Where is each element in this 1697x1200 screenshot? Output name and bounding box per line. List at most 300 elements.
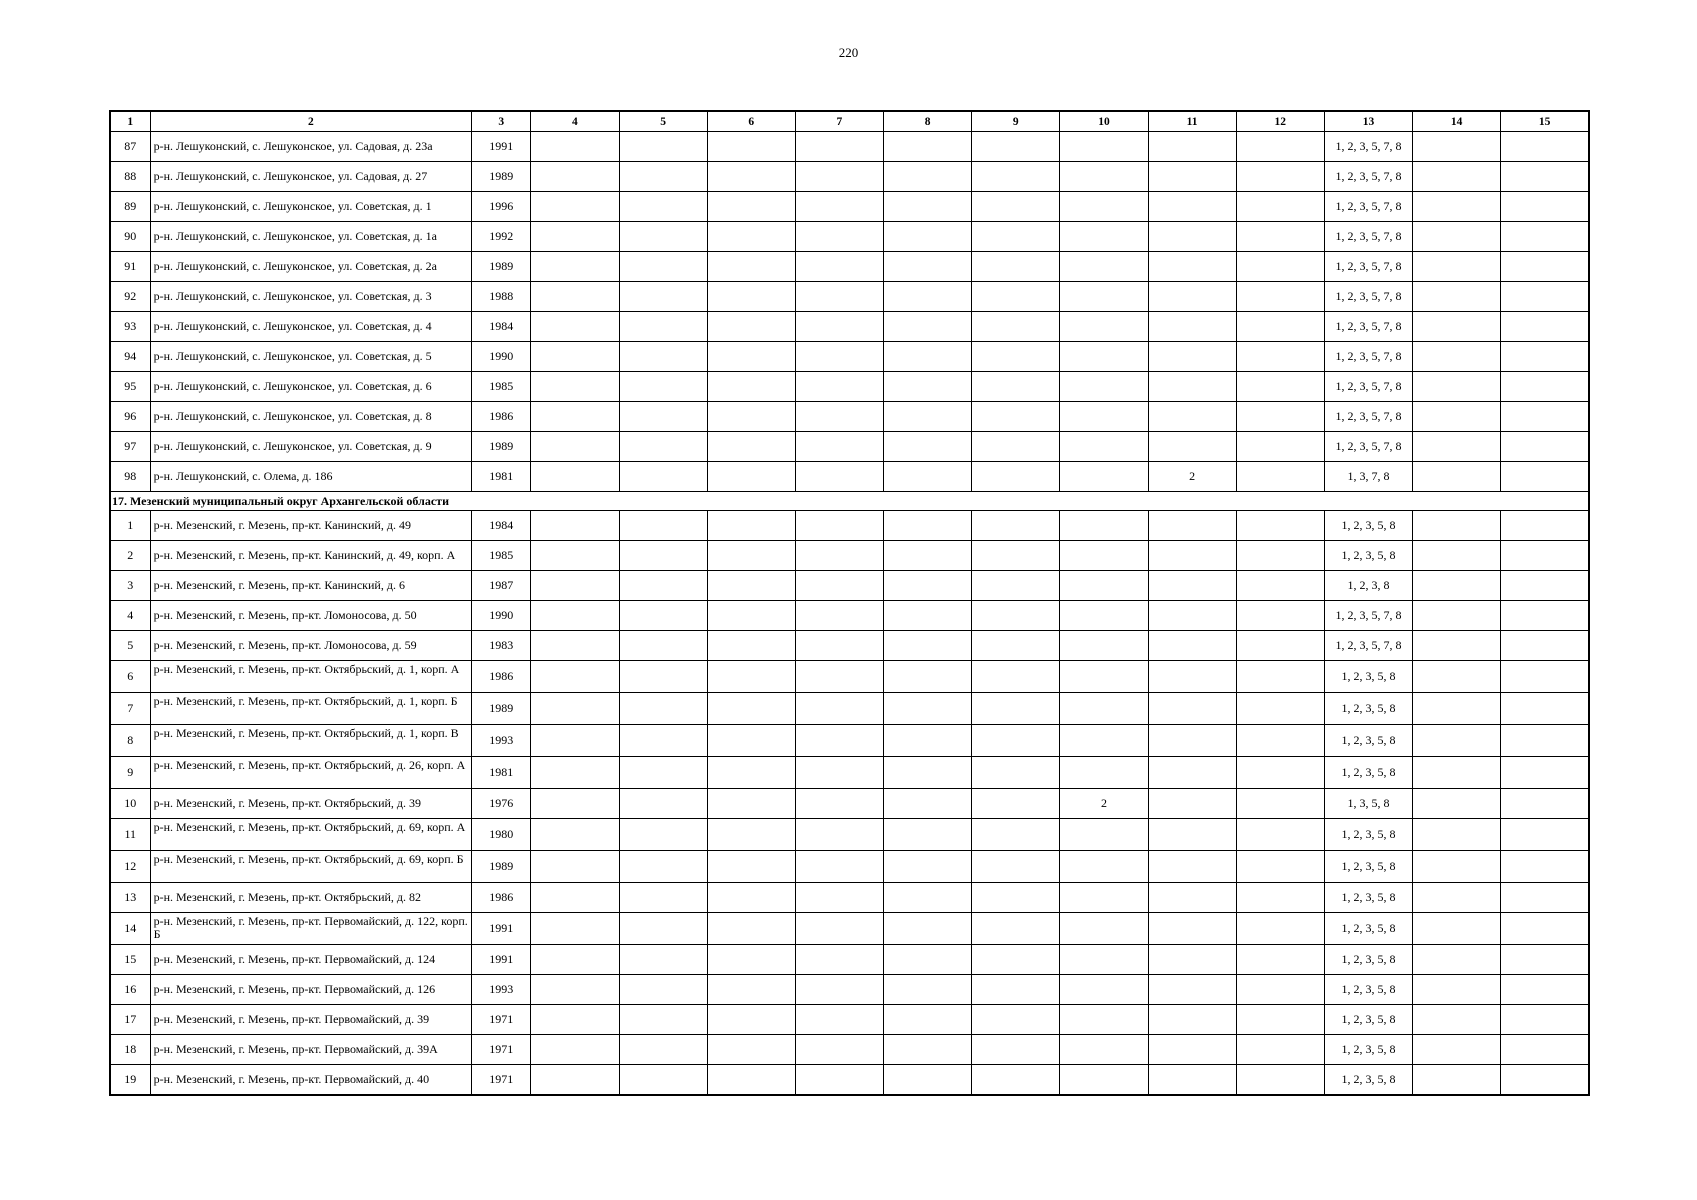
col-7-cell — [795, 372, 883, 402]
table-body-part2 — [110, 511, 1589, 1096]
col-13-cell: 1, 2, 3, 5, 8 — [1324, 975, 1412, 1005]
col-4-cell — [531, 342, 619, 372]
col-13-cell: 1, 2, 3, 5, 8 — [1324, 1065, 1412, 1096]
col-15-cell — [1501, 282, 1589, 312]
col-14-cell — [1413, 541, 1501, 571]
col-6-cell — [707, 913, 795, 945]
year-cell: 1984 — [472, 511, 531, 541]
col-12-cell — [1236, 725, 1324, 757]
col-11-cell — [1148, 132, 1236, 162]
table-row — [110, 601, 1589, 631]
address-cell: р-н. Мезенский, г. Мезень, пр-кт. Октябрьский, д. 82 — [150, 883, 472, 913]
column-header: 2 — [150, 111, 472, 132]
col-4-cell — [531, 725, 619, 757]
col-13-cell: 1, 2, 3, 5, 7, 8 — [1324, 192, 1412, 222]
col-8-cell — [884, 693, 972, 725]
table-row — [110, 541, 1589, 571]
col-15-cell — [1501, 402, 1589, 432]
year-cell: 1980 — [472, 819, 531, 851]
col-4-cell — [531, 511, 619, 541]
col-5-cell — [619, 541, 707, 571]
col-9-cell — [972, 282, 1060, 312]
col-5-cell — [619, 511, 707, 541]
col-15-cell — [1501, 192, 1589, 222]
col-4-cell — [531, 132, 619, 162]
col-7-cell — [795, 851, 883, 883]
table-row — [110, 631, 1589, 661]
col-9-cell — [972, 222, 1060, 252]
col-4-cell — [531, 789, 619, 819]
year-cell: 1991 — [472, 945, 531, 975]
col-12-cell — [1236, 312, 1324, 342]
col-11-cell — [1148, 1065, 1236, 1096]
col-15-cell — [1501, 851, 1589, 883]
col-13-cell: 1, 2, 3, 5, 8 — [1324, 913, 1412, 945]
col-15-cell — [1501, 342, 1589, 372]
address-cell: р-н. Лешуконский, с. Лешуконское, ул. Советская, д. 1 — [150, 192, 472, 222]
col-14-cell — [1413, 913, 1501, 945]
col-14-cell — [1413, 661, 1501, 693]
col-5-cell — [619, 757, 707, 789]
col-13-cell: 1, 2, 3, 5, 8 — [1324, 693, 1412, 725]
col-9-cell — [972, 601, 1060, 631]
col-6-cell — [707, 222, 795, 252]
table-row — [110, 132, 1589, 162]
address-cell: р-н. Мезенский, г. Мезень, пр-кт. Октябрьский, д. 26, корп. А — [150, 757, 472, 789]
col-10-cell: 2 — [1060, 789, 1148, 819]
col-12-cell — [1236, 192, 1324, 222]
col-11-cell — [1148, 1005, 1236, 1035]
col-5-cell — [619, 661, 707, 693]
col-10-cell — [1060, 661, 1148, 693]
col-13-cell: 1, 2, 3, 5, 8 — [1324, 757, 1412, 789]
col-11-cell — [1148, 372, 1236, 402]
year-cell: 1991 — [472, 132, 531, 162]
col-12-cell — [1236, 222, 1324, 252]
col-14-cell — [1413, 372, 1501, 402]
col-9-cell — [972, 913, 1060, 945]
col-8-cell — [884, 725, 972, 757]
col-13-cell: 1, 2, 3, 5, 8 — [1324, 1005, 1412, 1035]
col-10-cell — [1060, 1005, 1148, 1035]
col-4-cell — [531, 883, 619, 913]
row-number-cell: 16 — [110, 975, 150, 1005]
col-8-cell — [884, 851, 972, 883]
address-cell: р-н. Лешуконский, с. Лешуконское, ул. Советская, д. 3 — [150, 282, 472, 312]
col-12-cell — [1236, 975, 1324, 1005]
col-7-cell — [795, 725, 883, 757]
col-15-cell — [1501, 913, 1589, 945]
col-6-cell — [707, 1065, 795, 1096]
col-4-cell — [531, 432, 619, 462]
col-15-cell — [1501, 252, 1589, 282]
col-11-cell — [1148, 571, 1236, 601]
address-cell: р-н. Лешуконский, с. Олема, д. 186 — [150, 462, 472, 492]
col-10-cell — [1060, 372, 1148, 402]
year-cell: 1984 — [472, 312, 531, 342]
address-cell: р-н. Лешуконский, с. Лешуконское, ул. Советская, д. 4 — [150, 312, 472, 342]
col-10-cell — [1060, 601, 1148, 631]
col-8-cell — [884, 252, 972, 282]
col-12-cell — [1236, 402, 1324, 432]
col-15-cell — [1501, 601, 1589, 631]
year-cell: 1976 — [472, 789, 531, 819]
col-9-cell — [972, 402, 1060, 432]
col-15-cell — [1501, 312, 1589, 342]
col-12-cell — [1236, 432, 1324, 462]
row-number-cell: 2 — [110, 541, 150, 571]
col-14-cell — [1413, 511, 1501, 541]
col-4-cell — [531, 1005, 619, 1035]
col-7-cell — [795, 432, 883, 462]
row-number-cell: 4 — [110, 601, 150, 631]
col-6-cell — [707, 372, 795, 402]
col-12-cell — [1236, 661, 1324, 693]
col-9-cell — [972, 312, 1060, 342]
row-number-cell: 8 — [110, 725, 150, 757]
col-13-cell: 1, 3, 5, 8 — [1324, 789, 1412, 819]
column-header: 10 — [1060, 111, 1148, 132]
year-cell: 1987 — [472, 571, 531, 601]
col-10-cell — [1060, 757, 1148, 789]
table-row — [110, 851, 1589, 883]
col-11-cell — [1148, 945, 1236, 975]
col-13-cell: 1, 2, 3, 5, 7, 8 — [1324, 252, 1412, 282]
col-15-cell — [1501, 132, 1589, 162]
col-5-cell — [619, 601, 707, 631]
row-number-cell: 98 — [110, 462, 150, 492]
table-row — [110, 162, 1589, 192]
col-12-cell — [1236, 913, 1324, 945]
col-4-cell — [531, 282, 619, 312]
table-row — [110, 975, 1589, 1005]
col-15-cell — [1501, 541, 1589, 571]
col-6-cell — [707, 192, 795, 222]
col-5-cell — [619, 571, 707, 601]
col-7-cell — [795, 462, 883, 492]
section-title: 17. Мезенский муниципальный округ Архангельской области — [110, 492, 1589, 511]
col-10-cell — [1060, 192, 1148, 222]
col-7-cell — [795, 883, 883, 913]
table-row — [110, 511, 1589, 541]
col-13-cell: 1, 2, 3, 5, 8 — [1324, 541, 1412, 571]
col-14-cell — [1413, 571, 1501, 601]
col-5-cell — [619, 372, 707, 402]
column-header: 13 — [1324, 111, 1412, 132]
col-8-cell — [884, 883, 972, 913]
column-header: 7 — [795, 111, 883, 132]
year-cell: 1986 — [472, 661, 531, 693]
col-7-cell — [795, 342, 883, 372]
col-9-cell — [972, 192, 1060, 222]
col-7-cell — [795, 1065, 883, 1096]
col-12-cell — [1236, 757, 1324, 789]
col-8-cell — [884, 511, 972, 541]
row-number-cell: 13 — [110, 883, 150, 913]
table-row — [110, 462, 1589, 492]
col-14-cell — [1413, 631, 1501, 661]
col-13-cell: 1, 2, 3, 5, 7, 8 — [1324, 162, 1412, 192]
col-10-cell — [1060, 541, 1148, 571]
table-row — [110, 789, 1589, 819]
col-12-cell — [1236, 851, 1324, 883]
col-14-cell — [1413, 757, 1501, 789]
col-13-cell: 1, 2, 3, 5, 8 — [1324, 945, 1412, 975]
year-cell: 1989 — [472, 851, 531, 883]
col-15-cell — [1501, 789, 1589, 819]
col-9-cell — [972, 372, 1060, 402]
col-6-cell — [707, 252, 795, 282]
col-7-cell — [795, 661, 883, 693]
col-13-cell: 1, 2, 3, 5, 8 — [1324, 1035, 1412, 1065]
table-row — [110, 661, 1589, 693]
col-4-cell — [531, 819, 619, 851]
col-15-cell — [1501, 372, 1589, 402]
col-5-cell — [619, 819, 707, 851]
address-cell: р-н. Мезенский, г. Мезень, пр-кт. Ломоносова, д. 59 — [150, 631, 472, 661]
header-row — [110, 111, 1589, 132]
col-10-cell — [1060, 132, 1148, 162]
col-14-cell — [1413, 789, 1501, 819]
table-row — [110, 192, 1589, 222]
year-cell: 1971 — [472, 1065, 531, 1096]
year-cell: 1986 — [472, 883, 531, 913]
col-6-cell — [707, 432, 795, 462]
section-header — [110, 492, 1589, 511]
row-number-cell: 15 — [110, 945, 150, 975]
row-number-cell: 89 — [110, 192, 150, 222]
col-12-cell — [1236, 1005, 1324, 1035]
col-11-cell — [1148, 222, 1236, 252]
year-cell: 1996 — [472, 192, 531, 222]
col-4-cell — [531, 571, 619, 601]
col-9-cell — [972, 132, 1060, 162]
table-row — [110, 945, 1589, 975]
col-6-cell — [707, 975, 795, 1005]
table-row — [110, 372, 1589, 402]
address-cell: р-н. Мезенский, г. Мезень, пр-кт. Канинский, д. 49 — [150, 511, 472, 541]
col-7-cell — [795, 789, 883, 819]
col-4-cell — [531, 372, 619, 402]
address-cell: р-н. Лешуконский, с. Лешуконское, ул. Садовая, д. 27 — [150, 162, 472, 192]
address-cell: р-н. Мезенский, г. Мезень, пр-кт. Ломоносова, д. 50 — [150, 601, 472, 631]
col-8-cell — [884, 789, 972, 819]
col-8-cell — [884, 601, 972, 631]
col-6-cell — [707, 789, 795, 819]
col-10-cell — [1060, 1035, 1148, 1065]
col-11-cell — [1148, 342, 1236, 372]
col-8-cell — [884, 222, 972, 252]
col-14-cell — [1413, 432, 1501, 462]
table-row — [110, 571, 1589, 601]
col-15-cell — [1501, 571, 1589, 601]
col-4-cell — [531, 312, 619, 342]
col-5-cell — [619, 693, 707, 725]
column-header: 3 — [472, 111, 531, 132]
col-14-cell — [1413, 1005, 1501, 1035]
col-12-cell — [1236, 789, 1324, 819]
col-5-cell — [619, 312, 707, 342]
col-11-cell — [1148, 725, 1236, 757]
col-6-cell — [707, 883, 795, 913]
col-4-cell — [531, 945, 619, 975]
col-5-cell — [619, 462, 707, 492]
col-8-cell — [884, 913, 972, 945]
col-8-cell — [884, 819, 972, 851]
row-number-cell: 88 — [110, 162, 150, 192]
col-8-cell — [884, 372, 972, 402]
col-15-cell — [1501, 725, 1589, 757]
table-row — [110, 1065, 1589, 1096]
col-12-cell — [1236, 819, 1324, 851]
col-8-cell — [884, 162, 972, 192]
table-row — [110, 282, 1589, 312]
col-10-cell — [1060, 725, 1148, 757]
col-15-cell — [1501, 162, 1589, 192]
year-cell: 1985 — [472, 372, 531, 402]
col-4-cell — [531, 462, 619, 492]
year-cell: 1989 — [472, 693, 531, 725]
col-8-cell — [884, 975, 972, 1005]
col-15-cell — [1501, 631, 1589, 661]
col-12-cell — [1236, 342, 1324, 372]
col-8-cell — [884, 1065, 972, 1096]
year-cell: 1985 — [472, 541, 531, 571]
col-15-cell — [1501, 1005, 1589, 1035]
address-cell: р-н. Мезенский, г. Мезень, пр-кт. Октябрьский, д. 69, корп. А — [150, 819, 472, 851]
col-12-cell — [1236, 1035, 1324, 1065]
col-14-cell — [1413, 132, 1501, 162]
col-15-cell — [1501, 222, 1589, 252]
col-9-cell — [972, 1005, 1060, 1035]
col-6-cell — [707, 725, 795, 757]
col-4-cell — [531, 661, 619, 693]
col-11-cell — [1148, 432, 1236, 462]
col-14-cell — [1413, 883, 1501, 913]
column-header: 11 — [1148, 111, 1236, 132]
col-4-cell — [531, 757, 619, 789]
col-9-cell — [972, 975, 1060, 1005]
col-9-cell — [972, 725, 1060, 757]
col-12-cell — [1236, 1065, 1324, 1096]
col-8-cell — [884, 1005, 972, 1035]
col-10-cell — [1060, 312, 1148, 342]
row-number-cell: 3 — [110, 571, 150, 601]
row-number-cell: 97 — [110, 432, 150, 462]
col-13-cell: 1, 2, 3, 5, 8 — [1324, 851, 1412, 883]
col-13-cell: 1, 2, 3, 5, 7, 8 — [1324, 631, 1412, 661]
row-number-cell: 10 — [110, 789, 150, 819]
col-4-cell — [531, 851, 619, 883]
col-13-cell: 1, 2, 3, 5, 7, 8 — [1324, 342, 1412, 372]
col-11-cell — [1148, 252, 1236, 282]
year-cell: 1986 — [472, 402, 531, 432]
column-header: 8 — [884, 111, 972, 132]
col-15-cell — [1501, 462, 1589, 492]
col-14-cell — [1413, 851, 1501, 883]
col-10-cell — [1060, 432, 1148, 462]
col-4-cell — [531, 1035, 619, 1065]
col-11-cell — [1148, 631, 1236, 661]
table-body-part1 — [110, 132, 1589, 492]
year-cell: 1992 — [472, 222, 531, 252]
col-9-cell — [972, 342, 1060, 372]
col-9-cell — [972, 462, 1060, 492]
col-11-cell — [1148, 1035, 1236, 1065]
col-10-cell — [1060, 222, 1148, 252]
col-14-cell — [1413, 1065, 1501, 1096]
col-12-cell — [1236, 883, 1324, 913]
col-9-cell — [972, 757, 1060, 789]
col-12-cell — [1236, 162, 1324, 192]
col-8-cell — [884, 462, 972, 492]
col-13-cell: 1, 2, 3, 5, 7, 8 — [1324, 282, 1412, 312]
col-8-cell — [884, 192, 972, 222]
col-10-cell — [1060, 945, 1148, 975]
address-cell: р-н. Лешуконский, с. Лешуконское, ул. Советская, д. 9 — [150, 432, 472, 462]
address-cell: р-н. Лешуконский, с. Лешуконское, ул. Советская, д. 1а — [150, 222, 472, 252]
col-5-cell — [619, 162, 707, 192]
col-9-cell — [972, 661, 1060, 693]
row-number-cell: 9 — [110, 757, 150, 789]
address-cell: р-н. Мезенский, г. Мезень, пр-кт. Первомайский, д. 124 — [150, 945, 472, 975]
col-14-cell — [1413, 342, 1501, 372]
col-9-cell — [972, 162, 1060, 192]
col-11-cell — [1148, 511, 1236, 541]
col-15-cell — [1501, 661, 1589, 693]
col-5-cell — [619, 192, 707, 222]
col-11-cell — [1148, 883, 1236, 913]
address-cell: р-н. Мезенский, г. Мезень, пр-кт. Первомайский, д. 39А — [150, 1035, 472, 1065]
col-6-cell — [707, 162, 795, 192]
col-13-cell: 1, 2, 3, 5, 7, 8 — [1324, 601, 1412, 631]
col-10-cell — [1060, 883, 1148, 913]
col-8-cell — [884, 541, 972, 571]
column-header: 9 — [972, 111, 1060, 132]
col-6-cell — [707, 342, 795, 372]
col-8-cell — [884, 342, 972, 372]
table-row — [110, 222, 1589, 252]
col-6-cell — [707, 661, 795, 693]
col-10-cell — [1060, 913, 1148, 945]
col-9-cell — [972, 693, 1060, 725]
table-row — [110, 725, 1589, 757]
col-13-cell: 1, 2, 3, 5, 8 — [1324, 511, 1412, 541]
col-6-cell — [707, 402, 795, 432]
row-number-cell: 17 — [110, 1005, 150, 1035]
row-number-cell: 5 — [110, 631, 150, 661]
address-cell: р-н. Лешуконский, с. Лешуконское, ул. Советская, д. 8 — [150, 402, 472, 432]
col-4-cell — [531, 601, 619, 631]
col-15-cell — [1501, 1065, 1589, 1096]
section-row — [110, 492, 1589, 511]
col-12-cell — [1236, 252, 1324, 282]
col-13-cell: 1, 3, 7, 8 — [1324, 462, 1412, 492]
col-10-cell — [1060, 819, 1148, 851]
col-4-cell — [531, 693, 619, 725]
col-15-cell — [1501, 945, 1589, 975]
col-7-cell — [795, 975, 883, 1005]
year-cell: 1990 — [472, 601, 531, 631]
address-cell: р-н. Лешуконский, с. Лешуконское, ул. Советская, д. 5 — [150, 342, 472, 372]
col-6-cell — [707, 1005, 795, 1035]
row-number-cell: 18 — [110, 1035, 150, 1065]
col-11-cell — [1148, 312, 1236, 342]
col-6-cell — [707, 511, 795, 541]
col-15-cell — [1501, 1035, 1589, 1065]
col-11-cell: 2 — [1148, 462, 1236, 492]
col-8-cell — [884, 312, 972, 342]
